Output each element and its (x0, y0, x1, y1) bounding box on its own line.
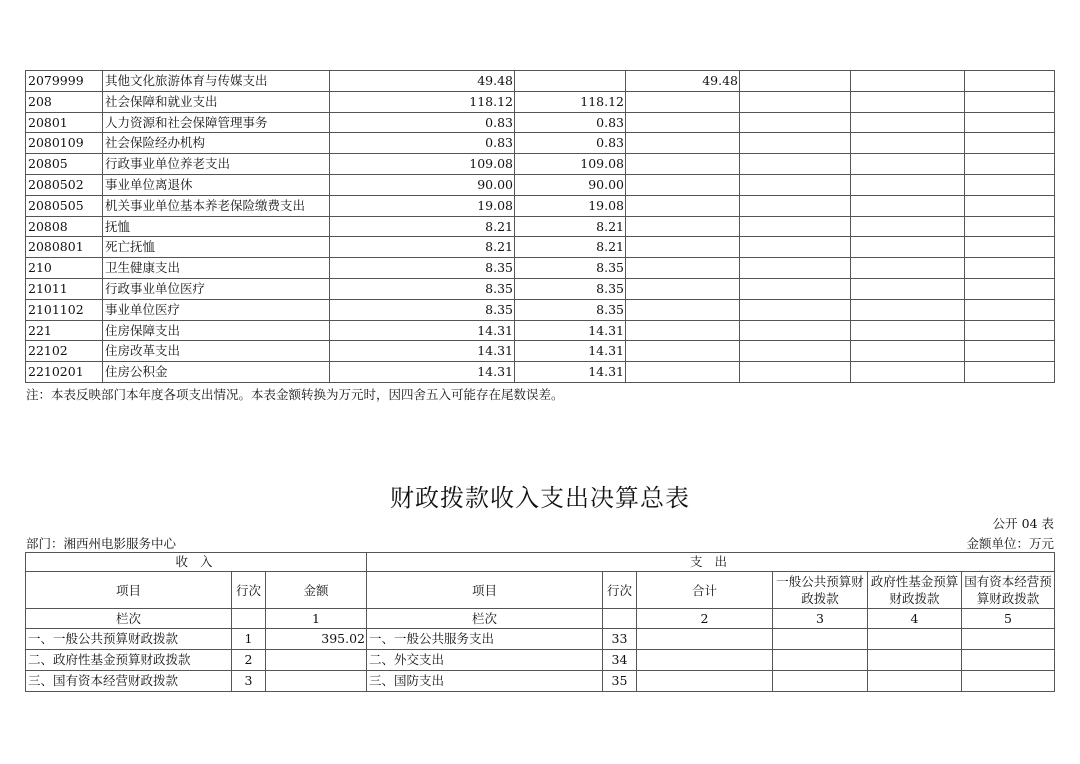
table-row (26, 629, 1055, 650)
row-empty (965, 362, 1055, 383)
row-empty (851, 91, 965, 112)
index-cell: 2 (637, 609, 773, 629)
expense-item: 一、一般公共服务支出 (367, 629, 603, 650)
row-empty (851, 71, 965, 92)
row-project: 49.48 (626, 71, 740, 92)
department-label: 部门：湘西州电影服务中心 (26, 536, 177, 551)
row-empty (740, 133, 851, 154)
expense-detail-table (25, 70, 1055, 383)
income-amount-header: 金额 (266, 572, 367, 609)
row-basic: 118.12 (515, 91, 626, 112)
row-project (626, 133, 740, 154)
row-code: 210 (26, 258, 103, 279)
table-row (26, 71, 1055, 92)
row-empty (740, 195, 851, 216)
table-row (26, 341, 1055, 362)
income-header: 收 入 (26, 553, 367, 572)
table-row (26, 195, 1055, 216)
row-empty (851, 237, 965, 258)
row-empty (965, 216, 1055, 237)
income-line: 2 (232, 650, 266, 671)
expense-line: 33 (603, 629, 637, 650)
row-code: 208 (26, 91, 103, 112)
table-row (26, 216, 1055, 237)
expense-line: 34 (603, 650, 637, 671)
unit-label: 金额单位：万元 (966, 536, 1054, 551)
row-code: 2210201 (26, 362, 103, 383)
expense-state-capital (962, 629, 1055, 650)
row-basic: 8.35 (515, 258, 626, 279)
row-code: 2101102 (26, 299, 103, 320)
page-title: 财政拨款收入支出决算总表 (390, 484, 690, 512)
income-index-label: 栏次 (26, 609, 232, 629)
row-empty (965, 71, 1055, 92)
row-empty (851, 174, 965, 195)
row-empty (851, 320, 965, 341)
income-line: 1 (232, 629, 266, 650)
row-empty (965, 154, 1055, 175)
row-name: 人力资源和社会保障管理事务 (103, 112, 330, 133)
row-empty (965, 237, 1055, 258)
row-name: 住房改革支出 (103, 341, 330, 362)
total-header: 合计 (637, 572, 773, 609)
row-project (626, 237, 740, 258)
row-empty (965, 174, 1055, 195)
row-empty (851, 195, 965, 216)
column-index-row (26, 609, 1055, 629)
form-number: 公开 04 表 (992, 516, 1054, 531)
table-row (26, 299, 1055, 320)
row-project (626, 91, 740, 112)
table-row (26, 362, 1055, 383)
row-empty (740, 320, 851, 341)
row-empty (740, 362, 851, 383)
row-code: 22102 (26, 341, 103, 362)
row-empty (740, 299, 851, 320)
row-total: 118.12 (330, 91, 515, 112)
income-item: 二、政府性基金预算财政拨款 (26, 650, 232, 671)
expense-item: 三、国防支出 (367, 671, 603, 692)
expense-total (637, 671, 773, 692)
row-total: 14.31 (330, 320, 515, 341)
section-header-row (26, 553, 1055, 572)
income-item: 三、国有资本经营财政拨款 (26, 671, 232, 692)
row-total: 14.31 (330, 362, 515, 383)
row-name: 其他文化旅游体育与传媒支出 (103, 71, 330, 92)
row-name: 事业单位医疗 (103, 299, 330, 320)
row-empty (740, 341, 851, 362)
income-amount (266, 650, 367, 671)
row-total: 8.35 (330, 299, 515, 320)
row-total: 90.00 (330, 174, 515, 195)
row-basic: 14.31 (515, 320, 626, 341)
expense-state-capital (962, 671, 1055, 692)
row-code: 20805 (26, 154, 103, 175)
row-project (626, 154, 740, 175)
row-empty (740, 174, 851, 195)
income-line-header: 行次 (232, 572, 266, 609)
row-empty (965, 195, 1055, 216)
income-line: 3 (232, 671, 266, 692)
row-name: 抚恤 (103, 216, 330, 237)
table-row (26, 237, 1055, 258)
row-name: 行政事业单位医疗 (103, 278, 330, 299)
row-basic: 8.35 (515, 299, 626, 320)
row-empty (740, 112, 851, 133)
row-name: 行政事业单位养老支出 (103, 154, 330, 175)
row-code: 2080505 (26, 195, 103, 216)
row-total: 19.08 (330, 195, 515, 216)
row-name: 住房保障支出 (103, 320, 330, 341)
expense-fund (868, 650, 962, 671)
table-row (26, 258, 1055, 279)
row-project (626, 278, 740, 299)
row-code: 2079999 (26, 71, 103, 92)
row-basic: 8.21 (515, 237, 626, 258)
row-empty (851, 154, 965, 175)
row-project (626, 320, 740, 341)
expense-item-header: 项目 (367, 572, 603, 609)
row-empty (965, 133, 1055, 154)
index-cell: 3 (773, 609, 868, 629)
row-total: 0.83 (330, 112, 515, 133)
table-row (26, 133, 1055, 154)
table-row (26, 174, 1055, 195)
expense-index-label: 栏次 (367, 609, 603, 629)
row-empty (740, 71, 851, 92)
row-basic: 8.21 (515, 216, 626, 237)
row-empty (740, 278, 851, 299)
row-total: 49.48 (330, 71, 515, 92)
row-basic: 0.83 (515, 112, 626, 133)
row-empty (740, 258, 851, 279)
income-amount: 395.02 (266, 629, 367, 650)
index-cell: 5 (962, 609, 1055, 629)
row-basic: 8.35 (515, 278, 626, 299)
row-code: 2080502 (26, 174, 103, 195)
expense-total (637, 650, 773, 671)
row-project (626, 341, 740, 362)
row-empty (851, 278, 965, 299)
row-code: 2080109 (26, 133, 103, 154)
expense-general (773, 671, 868, 692)
row-project (626, 258, 740, 279)
index-cell (603, 609, 637, 629)
table-row (26, 154, 1055, 175)
row-total: 8.35 (330, 258, 515, 279)
gov-fund-header: 政府性基金预算财政拨款 (868, 572, 962, 609)
row-basic: 19.08 (515, 195, 626, 216)
row-project (626, 112, 740, 133)
row-empty (851, 362, 965, 383)
index-cell: 4 (868, 609, 962, 629)
row-project (626, 174, 740, 195)
row-empty (851, 216, 965, 237)
row-total: 14.31 (330, 341, 515, 362)
row-empty (965, 320, 1055, 341)
row-name: 死亡抚恤 (103, 237, 330, 258)
row-total: 8.21 (330, 237, 515, 258)
table-row (26, 278, 1055, 299)
row-total: 8.35 (330, 278, 515, 299)
row-empty (965, 112, 1055, 133)
index-cell (232, 609, 266, 629)
table-row (26, 650, 1055, 671)
row-empty (965, 91, 1055, 112)
row-project (626, 362, 740, 383)
row-basic: 109.08 (515, 154, 626, 175)
row-empty (851, 258, 965, 279)
income-amount (266, 671, 367, 692)
expense-fund (868, 629, 962, 650)
expense-state-capital (962, 650, 1055, 671)
row-name: 社会保险经办机构 (103, 133, 330, 154)
row-empty (851, 133, 965, 154)
row-name: 社会保障和就业支出 (103, 91, 330, 112)
row-empty (851, 299, 965, 320)
row-total: 109.08 (330, 154, 515, 175)
row-empty (965, 341, 1055, 362)
expense-total (637, 629, 773, 650)
expense-line: 35 (603, 671, 637, 692)
row-code: 21011 (26, 278, 103, 299)
row-empty (965, 278, 1055, 299)
row-total: 0.83 (330, 133, 515, 154)
column-header-row (26, 572, 1055, 609)
index-cell: 1 (266, 609, 367, 629)
row-empty (965, 299, 1055, 320)
row-empty (965, 258, 1055, 279)
row-project (626, 216, 740, 237)
general-budget-header: 一般公共预算财政拨款 (773, 572, 868, 609)
row-empty (740, 216, 851, 237)
state-capital-header: 国有资本经营预算财政拨款 (962, 572, 1055, 609)
row-basic (515, 71, 626, 92)
row-empty (740, 237, 851, 258)
expense-item: 二、外交支出 (367, 650, 603, 671)
expense-line-header: 行次 (603, 572, 637, 609)
row-code: 2080801 (26, 237, 103, 258)
expense-header: 支 出 (367, 553, 1055, 572)
row-project (626, 299, 740, 320)
row-empty (851, 112, 965, 133)
row-empty (851, 341, 965, 362)
row-name: 机关事业单位基本养老保险缴费支出 (103, 195, 330, 216)
row-code: 20808 (26, 216, 103, 237)
expense-general (773, 629, 868, 650)
table-note: 注：本表反映部门本年度各项支出情况。本表金额转换为万元时，因四舍五入可能存在尾数误差。 (26, 387, 564, 402)
row-basic: 0.83 (515, 133, 626, 154)
row-empty (740, 154, 851, 175)
income-item: 一、一般公共预算财政拨款 (26, 629, 232, 650)
row-basic: 14.31 (515, 362, 626, 383)
row-total: 8.21 (330, 216, 515, 237)
table-row (26, 671, 1055, 692)
expense-general (773, 650, 868, 671)
table-row (26, 320, 1055, 341)
table-row (26, 112, 1055, 133)
income-item-header: 项目 (26, 572, 232, 609)
fiscal-summary-table (25, 552, 1055, 692)
expense-fund (868, 671, 962, 692)
table-row (26, 91, 1055, 112)
row-code: 221 (26, 320, 103, 341)
row-name: 住房公积金 (103, 362, 330, 383)
row-name: 卫生健康支出 (103, 258, 330, 279)
row-basic: 14.31 (515, 341, 626, 362)
row-code: 20801 (26, 112, 103, 133)
row-project (626, 195, 740, 216)
row-basic: 90.00 (515, 174, 626, 195)
row-name: 事业单位离退休 (103, 174, 330, 195)
row-empty (740, 91, 851, 112)
